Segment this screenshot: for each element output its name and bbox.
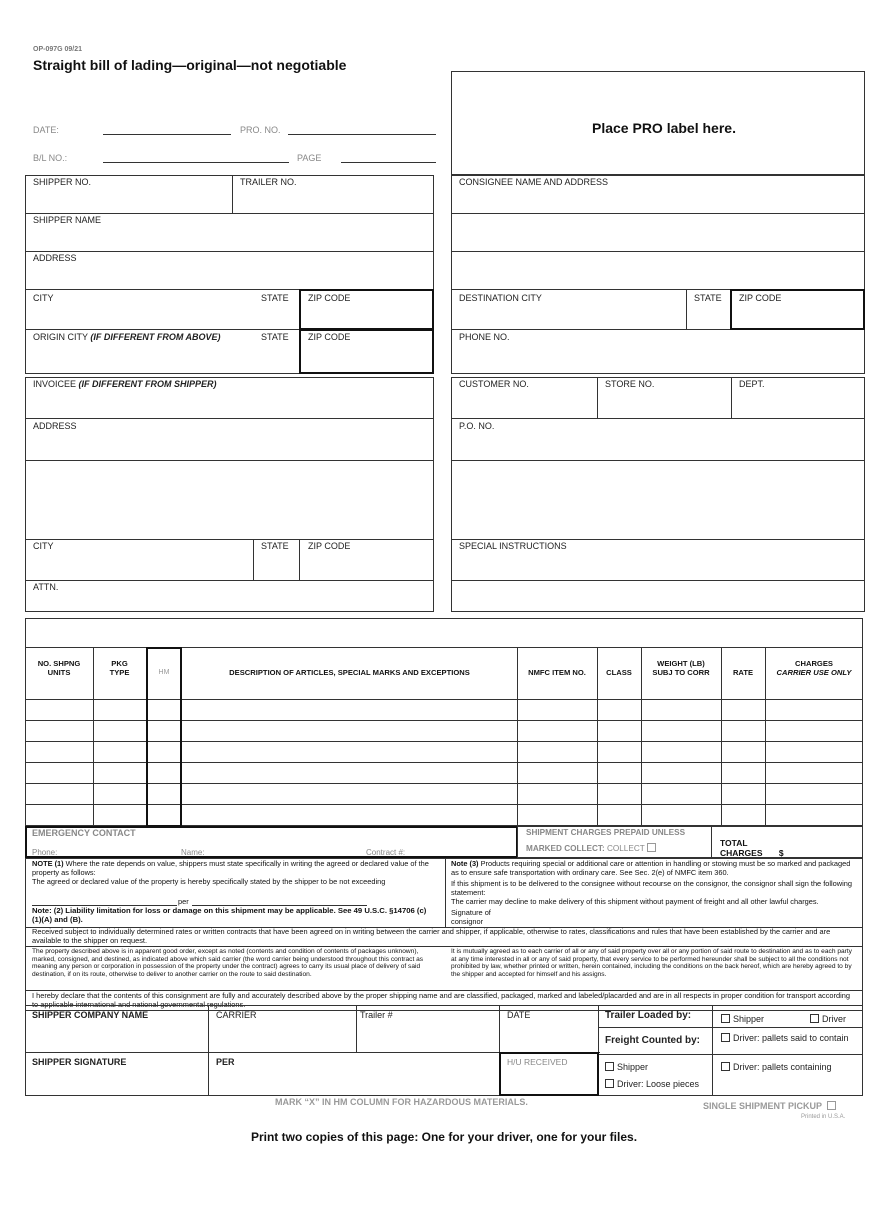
col-hm-header: HM	[158, 669, 170, 676]
collect-checkbox[interactable]	[647, 843, 656, 852]
col-pkg-header	[93, 659, 146, 677]
loaded-shipper-option[interactable]	[721, 1014, 764, 1024]
shipper-state-label: STATE	[261, 293, 289, 303]
pro-no-field[interactable]	[288, 134, 436, 135]
total-line2: CHARGES	[720, 848, 763, 858]
counted-shipper-checkbox[interactable]	[605, 1062, 614, 1071]
driver-pallets-containing-text: Driver: pallets containing	[733, 1062, 832, 1072]
destination-state-label: STATE	[694, 293, 722, 303]
po-no-label: P.O. NO.	[459, 421, 495, 431]
sig-line2: consignor	[451, 916, 484, 926]
counted-shipper-text: Shipper	[617, 1062, 649, 1072]
note3c: The carrier may decline to make delivery of this shipment without payment of freight and all other lawful charges.	[451, 897, 819, 906]
counted-shipper-option[interactable]	[605, 1062, 648, 1072]
consignor-signature-label	[451, 909, 491, 926]
form-title: Straight bill of lading—original—not negotiable	[33, 57, 347, 73]
prepaid-line1: SHIPMENT CHARGES PREPAID UNLESS	[526, 828, 686, 837]
total-charges-label	[720, 838, 784, 858]
emergency-name-label: Name:	[181, 848, 205, 857]
col-nmfc-header: NMFC ITEM NO.	[528, 668, 586, 677]
shipper-zip-label: ZIP CODE	[308, 293, 351, 303]
collect-text: COLLECT	[606, 844, 645, 853]
marked-collect	[526, 843, 659, 853]
destination-zip-label: ZIP CODE	[739, 293, 782, 303]
property-left-text: The property described above is in apparent good order, except as noted (contents and condition of contents of packages unknown), marked, consigned, and destined, as indicated above which said carrier (the word carrier being understood throughout this contract as meaning any person or corporation in possession of the property under the contract) agrees to carry its usual place of delivery of said destination, if on its route, otherwise to deliver to another carrier on the route to said destination.	[32, 948, 424, 978]
invoicee-text: INVOICEE	[33, 379, 77, 389]
col-units-line2: UNITS	[47, 668, 71, 677]
shipper-company-label: SHIPPER COMPANY NAME	[32, 1010, 149, 1020]
pro-label-text: Place PRO label here.	[592, 120, 736, 136]
page-field[interactable]	[341, 162, 436, 163]
bl-no-label: B/L NO.:	[33, 153, 68, 163]
freight-counted-label: Freight Counted by:	[605, 1035, 700, 1046]
hu-received-label: H/U RECEIVED	[507, 1057, 568, 1067]
origin-city-label	[33, 332, 221, 342]
loaded-shipper-checkbox[interactable]	[721, 1014, 730, 1023]
printed-usa: Printed in U.S.A.	[801, 1114, 846, 1120]
dept-label: DEPT.	[739, 379, 765, 389]
shipper-name-label: SHIPPER NAME	[33, 215, 102, 225]
shipper-city-label: CITY	[33, 293, 54, 303]
loaded-driver-checkbox[interactable]	[810, 1014, 819, 1023]
driver-pallets-said-text: Driver: pallets said to contain	[733, 1033, 849, 1043]
note1	[32, 860, 440, 877]
store-no-label: STORE NO.	[605, 379, 655, 389]
note2: Note: (2) Liability limitation for loss or damage on this shipment may be applicable. See 49 U.S.C. §14706 (c)(1)(A) and (B).	[32, 906, 427, 924]
date-field[interactable]	[103, 134, 231, 135]
customer-no-label: CUSTOMER NO.	[459, 379, 529, 389]
total-line1: TOTAL	[720, 838, 748, 848]
dollar-sign: $	[778, 848, 784, 858]
consignee-label: CONSIGNEE NAME AND ADDRESS	[459, 177, 609, 187]
driver-loose-checkbox[interactable]	[605, 1079, 614, 1088]
sig-line1: Signature of	[451, 908, 491, 917]
origin-city-note: (IF DIFFERENT FROM ABOVE)	[90, 332, 221, 342]
driver-loose-option[interactable]	[605, 1079, 699, 1089]
driver-loose-text: Driver: Loose pieces	[617, 1079, 700, 1089]
col-pkg-line2: TYPE	[109, 668, 130, 677]
note3-text: Products requiring special or additional care or attention in handling or stowing must be so marked and packaged as to ensure safe transportation with ordinary care. See Sec. 2(e) of NMFC item 360.	[451, 859, 851, 877]
col-pkg-line1: PKG	[111, 659, 128, 668]
col-weight-header	[641, 659, 721, 677]
phone-label: PHONE NO.	[459, 332, 510, 342]
col-rate-header: RATE	[732, 668, 754, 677]
emergency-contract-label: Contract #:	[366, 848, 406, 857]
note1b: The agreed or declared value of the property is hereby specifically stated by the shipper to be not exceeding	[32, 877, 386, 886]
driver-pallets-containing-checkbox[interactable]	[721, 1062, 730, 1071]
note3-bold: Note (3)	[451, 859, 479, 868]
single-shipment-pickup[interactable]	[703, 1101, 839, 1111]
trailer-hash-label: Trailer #	[360, 1010, 393, 1020]
loaded-driver-option[interactable]	[810, 1014, 846, 1024]
page-label: PAGE	[297, 153, 322, 163]
shipper-no-label: SHIPPER NO.	[33, 177, 92, 187]
single-pickup-text: SINGLE SHIPMENT PICKUP	[703, 1101, 822, 1111]
shipper-address-label: ADDRESS	[33, 253, 77, 263]
destination-city-label: DESTINATION CITY	[459, 293, 542, 303]
invoicee-label	[33, 379, 217, 389]
driver-pallets-said-option[interactable]	[721, 1033, 849, 1043]
received-text: Received subject to individually determined rates or written contracts that have been agreed on in writing between the carrier and shipper, if applicable, otherwise to rates, classifications and rules that have been established by the carrier and are available to the shipper on request.	[32, 927, 831, 945]
special-instructions-label: SPECIAL INSTRUCTIONS	[459, 541, 567, 551]
note3	[451, 860, 859, 877]
col-weight-line1: WEIGHT (LB)	[657, 659, 705, 668]
loaded-driver-text: Driver	[822, 1014, 846, 1024]
invoicee-state-label: STATE	[261, 541, 289, 551]
loaded-shipper-text: Shipper	[733, 1014, 765, 1024]
note3b: If this shipment is to be delivered to the consignee without recourse on the consignor, the consignor shall sign the following statement:	[451, 879, 852, 897]
origin-zip-label: ZIP CODE	[308, 332, 351, 342]
emergency-phone-label: Phone:	[32, 848, 58, 857]
col-charges-line2: CARRIER USE ONLY	[776, 668, 852, 677]
date-label: DATE:	[33, 125, 59, 135]
consignee-section	[451, 175, 865, 374]
note1-bold: NOTE (1)	[32, 859, 64, 868]
property-right-text: It is mutually agreed as to each carrier of all or any of said property over all or any portion of said route to destination and as to each party at any time interested in all or any of said property, that every service to be performed hereunder shall be subject to all the conditions not prohibited by law, whether printed or written, herein contained, including the conditions on the back hereof, which are hereby agreed to by the shipper and accepted for himself and his assigns.	[451, 948, 852, 978]
col-units-header	[25, 659, 93, 677]
col-desc-header: DESCRIPTION OF ARTICLES, SPECIAL MARKS AND EXCEPTIONS	[229, 668, 470, 677]
invoicee-zip-label: ZIP CODE	[308, 541, 351, 551]
driver-pallets-said-checkbox[interactable]	[721, 1033, 730, 1042]
trailer-loaded-label: Trailer Loaded by:	[605, 1010, 692, 1021]
invoicee-city-label: CITY	[33, 541, 54, 551]
invoicee-note: (IF DIFFERENT FROM SHIPPER)	[78, 379, 217, 389]
shipper-signature-label: SHIPPER SIGNATURE	[32, 1057, 127, 1067]
driver-pallets-containing-option[interactable]	[721, 1062, 832, 1072]
declaration-text: I hereby declare that the contents of this consignment are fully and accurately described above by the proper shipping name and are classified, packaged, marked and labeled/placarded and are in all respects in proper condition for transport according to applicable international and national governmental regulations.	[32, 991, 850, 1009]
single-pickup-checkbox[interactable]	[827, 1101, 836, 1110]
origin-city-text: ORIGIN CITY	[33, 332, 88, 342]
trailer-no-label: TRAILER NO.	[240, 177, 297, 187]
print-instructions: Print two copies of this page: One for your driver, one for your files.	[250, 1130, 638, 1144]
carrier-label: CARRIER	[216, 1010, 257, 1020]
note1-text: Where the rate depends on value, shippers must state specifically in writing the agreed or declared value of the property as follows:	[32, 859, 429, 877]
per-sign-label: PER	[216, 1057, 235, 1067]
invoicee-section	[25, 377, 434, 612]
attn-label: ATTN.	[33, 582, 59, 592]
customer-section	[451, 377, 865, 612]
col-charges-line1: CHARGES	[795, 659, 833, 668]
per-label: per	[178, 897, 189, 906]
hazmat-note: MARK “X” IN HM COLUMN FOR HAZARDOUS MATERIALS.	[275, 1097, 528, 1107]
origin-state-label: STATE	[261, 332, 289, 342]
col-units-line1: NO. SHPNG	[37, 659, 81, 668]
invoicee-address-label: ADDRESS	[33, 421, 77, 431]
pro-no-label: PRO. NO.	[240, 125, 281, 135]
bl-no-field[interactable]	[103, 162, 289, 163]
marked-collect-label: MARKED COLLECT:	[526, 844, 605, 853]
col-weight-line2: SUBJ TO CORR	[652, 668, 710, 677]
form-code: OP-097G 09/21	[33, 46, 83, 53]
col-class-header: CLASS	[606, 668, 632, 677]
col-charges-header	[765, 659, 863, 677]
emergency-title: EMERGENCY CONTACT	[32, 828, 136, 838]
sign-date-label: DATE	[507, 1010, 531, 1020]
